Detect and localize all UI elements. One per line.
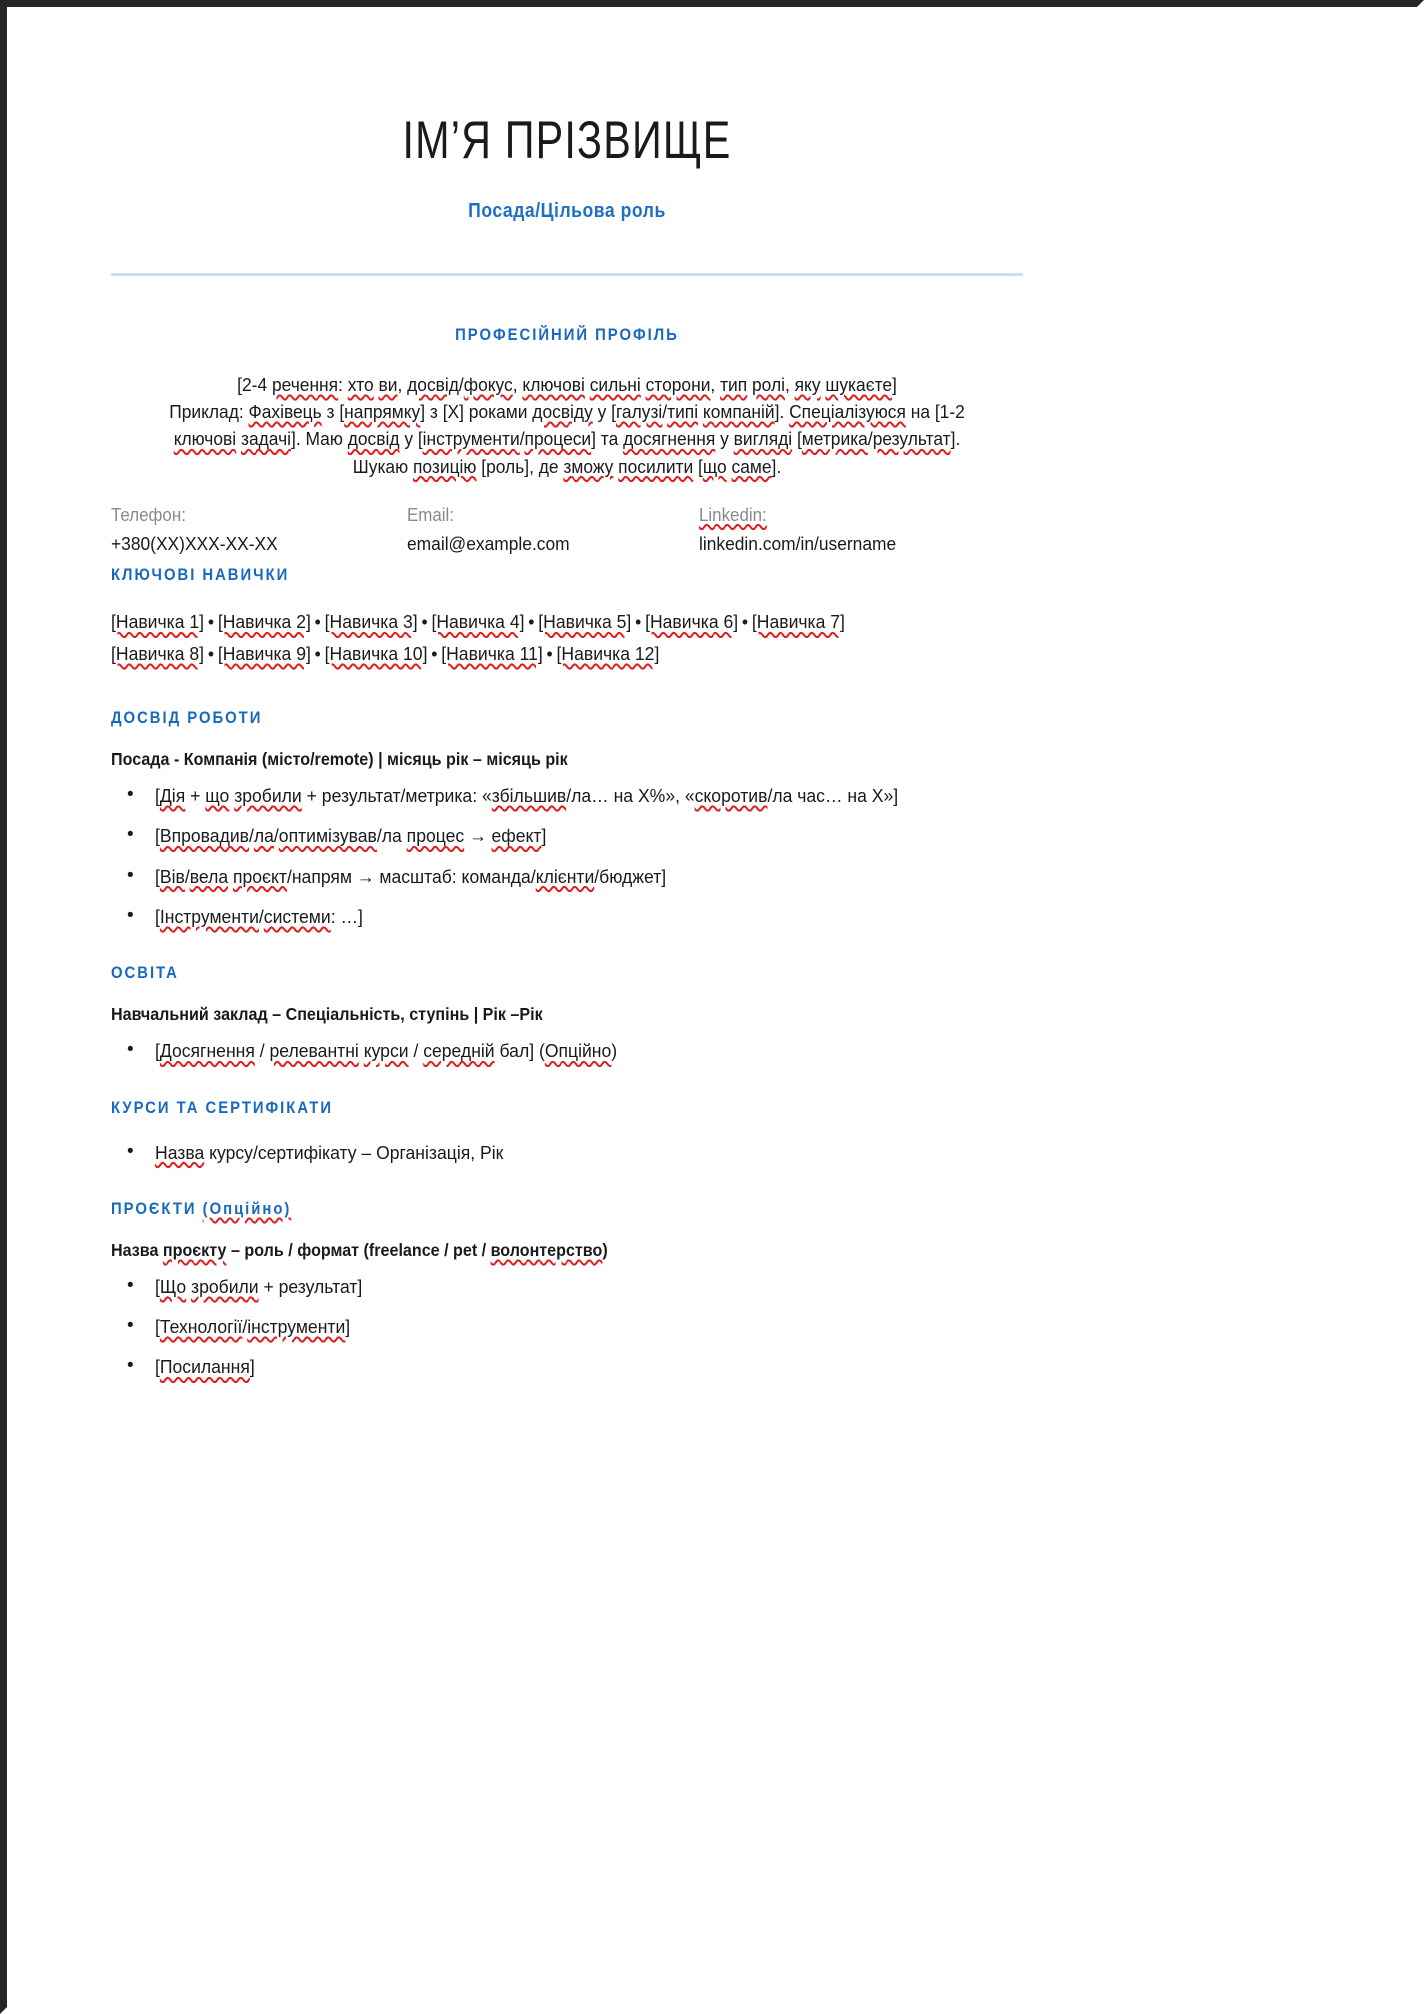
skill-item: [Навичка 2] xyxy=(217,611,311,633)
list-item: • [Вів/вела проєкт/напрям → масштаб: команда/клієнти/бюджет] xyxy=(111,864,1023,890)
section-work-experience xyxy=(111,709,1023,930)
skill-separator: • xyxy=(741,611,749,633)
section-key-skills xyxy=(111,566,1023,669)
skill-item: [Навичка 9] xyxy=(217,643,311,665)
list-item: • Назва курсу/сертифікату – Організація, Рік xyxy=(111,1140,1023,1166)
section-heading-projects-main: ПРОЄКТИ xyxy=(111,1199,197,1218)
contact-linkedin-value[interactable]: linkedin.com/in/username xyxy=(699,532,897,554)
resume-content xyxy=(111,7,1023,1395)
page-title: ІМ’Я ПРІЗВИЩЕ xyxy=(402,111,732,170)
skill-item: [Навичка 3] xyxy=(324,611,418,633)
profile-line-1: [2-4 речення: хто ви, досвід/фокус, ключові сильні сторони, тип ролі, яку шукаєте] xyxy=(237,373,897,395)
contact-phone-label: Телефон: xyxy=(111,504,186,525)
section-courses xyxy=(111,1099,1023,1166)
section-heading-courses: КУРСИ ТА СЕРТИФІКАТИ xyxy=(111,1098,334,1117)
contact-phone-value: +380(XX)XXX-XX-XX xyxy=(111,532,278,554)
skills-list-row-1 xyxy=(111,607,977,637)
skill-item: [Навичка 10] xyxy=(324,643,428,665)
section-education xyxy=(111,964,1023,1064)
skill-separator: • xyxy=(528,611,535,633)
skill-item: [Навичка 12] xyxy=(556,643,660,665)
section-heading-profile: ПРОФЕСІЙНИЙ ПРОФІЛЬ xyxy=(455,325,679,344)
paper-surface xyxy=(7,7,1417,2007)
section-heading-projects xyxy=(111,1200,932,1219)
skill-item: [Навичка 11] xyxy=(441,643,543,665)
list-item: • [Що зробили + результат] xyxy=(111,1274,1023,1300)
contact-email-value[interactable]: email@example.com xyxy=(407,532,570,554)
contact-linkedin xyxy=(699,502,1023,559)
list-item: • [Впровадив/ла/оптимізував/ла процес → ефект] xyxy=(111,823,1023,849)
education-bullet-list xyxy=(111,1038,1023,1064)
skill-separator: • xyxy=(314,611,321,633)
courses-bullet-list xyxy=(111,1140,1023,1166)
skill-item: [Навичка 6] xyxy=(645,611,739,633)
list-item: • [Посилання] xyxy=(111,1354,1023,1380)
section-projects xyxy=(111,1200,1023,1381)
projects-bullet-list xyxy=(111,1274,1023,1381)
contact-linkedin-label: Linkedin: xyxy=(699,504,767,525)
section-heading-education: ОСВІТА xyxy=(111,964,179,983)
target-role-subtitle: Посада/Цільова роль xyxy=(468,199,666,222)
skill-item: [Навичка 4] xyxy=(431,611,525,633)
section-professional-profile xyxy=(111,326,1023,480)
contact-email xyxy=(407,502,699,559)
profile-paragraph xyxy=(138,371,995,480)
skills-list-row-2 xyxy=(111,639,977,669)
section-heading-skills: КЛЮЧОВІ НАВИЧКИ xyxy=(111,566,290,585)
list-item: • [Інструменти/системи: …] xyxy=(111,904,1023,930)
skill-separator: • xyxy=(635,611,642,633)
list-item: • [Досягнення / релевантні курси / середній бал] (Опційно) xyxy=(111,1038,1023,1064)
section-heading-experience: ДОСВІД РОБОТИ xyxy=(111,709,263,728)
list-item: • [Технології/інструменти] xyxy=(111,1314,1023,1340)
section-heading-projects-optional: (Опційно) xyxy=(202,1199,292,1218)
header-divider xyxy=(111,273,1023,276)
experience-entry-title: Посада - Компанія (місто/remote) | місяць рік – місяць рік xyxy=(111,749,568,770)
experience-bullet-list xyxy=(111,783,1023,930)
skill-item: [Навичка 5] xyxy=(538,611,632,633)
skill-item: [Навичка 7] xyxy=(751,611,845,633)
contact-row xyxy=(111,502,1023,559)
contact-phone xyxy=(111,502,407,559)
contact-email-label: Email: xyxy=(407,504,455,525)
skill-separator: • xyxy=(207,611,215,633)
profile-line-3: Шукаю позицію [роль], де зможу посилити [що саме]. xyxy=(352,455,782,477)
skill-separator: • xyxy=(314,643,321,665)
skill-separator: • xyxy=(546,643,553,665)
skill-separator: • xyxy=(431,643,438,665)
profile-line-2: Приклад: Фахівець з [напрямку] з [X] роками досвіду у [галузі/типі компаній]. Спеціалізуюся на [1-2 ключові задачі]. Маю досвід у [інструменти/процеси] та досягнення у вигляді [метрика/результат]. xyxy=(169,401,965,450)
skill-separator: • xyxy=(207,643,215,665)
list-item: • [Дія + що зробили + результат/метрика: «збільшив/ла… на X%», «скоротив/ла час… на X»] xyxy=(111,783,1023,809)
skill-item: [Навичка 1] xyxy=(111,611,205,633)
project-entry-title: Назва проєкту – роль / формат (freelance / pet / волонтерство) xyxy=(111,1239,608,1260)
skill-separator: • xyxy=(421,611,428,633)
skill-item: [Навичка 8] xyxy=(111,643,205,665)
education-entry-title: Навчальний заклад – Спеціальність, ступінь | Рік –Рік xyxy=(111,1004,543,1025)
